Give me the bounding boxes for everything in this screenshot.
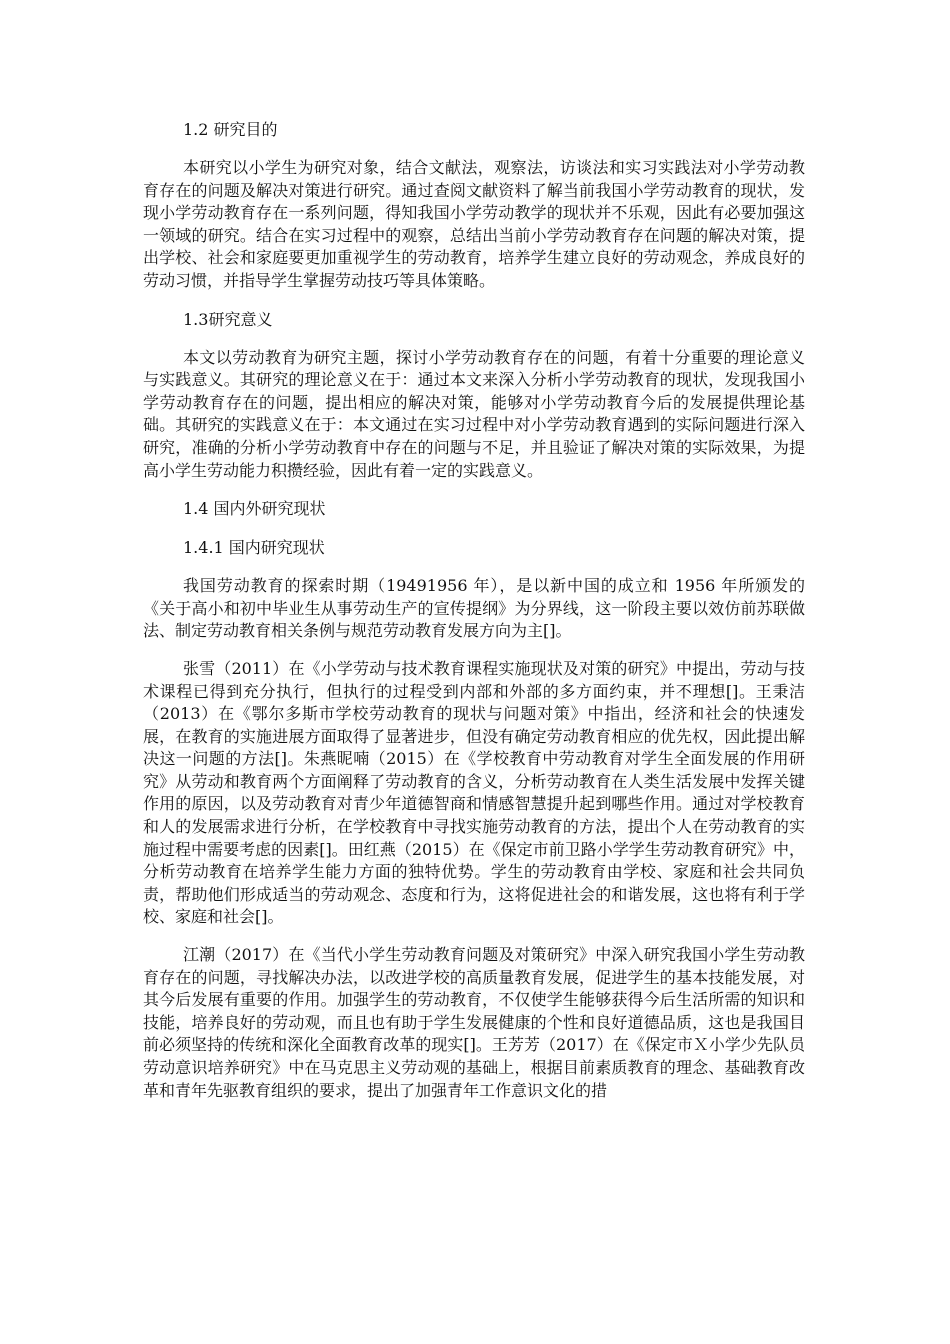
- section-heading-1-2: 1.2 研究目的: [183, 120, 278, 139]
- paragraph-literature-review-2: 江潮（2017）在《当代小学生劳动教育问题及对策研究》中深入研究我国小学生劳动教育存在的问题，寻找解决办法，以改进学校的高质量教育发展，促进学生的基本技能发展，对其今后发展有重要的作用。加强学生的劳动教育，不仅使学生能够获得今后生活所需的知识和技能，培养良好的劳动观，而且也有助于学生发展健康的个性和良好道德品质，这也是我国目前必须坚持的传统和深化全面教育改革的现实[]。王芳芳（2017）在《保定市Ｘ小学少先队员劳动意识培养研究》中在马克思主义劳动观的基础上，根据目前素质教育的理念、基础教育改革和青年先驱教育组织的要求，提出了加强青年工作意识文化的措: [143, 945, 805, 1100]
- section-heading-1-4-1: 1.4.1 国内研究现状: [183, 538, 325, 558]
- document-page: [143, 118, 805, 1102]
- paragraph-research-significance: 本文以劳动教育为研究主题，探讨小学劳动教育存在的问题，有着十分重要的理论意义与实践意义。其研究的理论意义在于：通过本文来深入分析小学劳动教育的现状，发现我国小学劳动教育存在的问题，提出相应的解决对策，能够对小学劳动教育今后的发展提供理论基础。其研究的实践意义在于：本文通过在实习过程中对小学劳动教育遇到的实际问题进行深入研究，准确的分析小学劳动教育中存在的问题与不足，并且验证了解决对策的实际效果，为提高小学生劳动能力积攒经验，因此有着一定的实践意义。: [143, 347, 805, 480]
- section-heading-1-3: 1.3研究意义: [183, 309, 273, 329]
- paragraph-literature-review-1: 张雪（2011）在《小学劳动与技术教育课程实施现状及对策的研究》中提出，劳动与技术课程已得到充分执行，但执行的过程受到内部和外部的多方面约束，并不理想[]。王秉洁（2013）在《鄂尔多斯市学校劳动教育的现状与问题对策》中指出，经济和社会的快速发展，在教育的实施进展方面取得了显著进步，但没有确定劳动教育相应的优先权，因此提出解决这一问题的方法[]。朱燕昵喃（2015）在《学校教育中劳动教育对学生全面发展的作用研究》从劳动和教育两个方面阐释了劳动教育的含义，分析劳动教育在人类生活发展中发挥关键作用的原因，以及劳动教育对青少年道德智商和情感智慧提升起到哪些作用。通过对学校教育和人的发展需求进行分析，在学校教育中寻找实施劳动教育的方法，提出个人在劳动教育的实施过程中需要考虑的因素[]。田红燕（2015）在《保定市前卫路小学学生劳动教育研究》中，分析劳动教育在培养学生能力方面的独特优势。学生的劳动教育由学校、家庭和社会共同负责，帮助他们形成适当的劳动观念、态度和行为，这将促进社会的和谐发展，这也将有利于学校、家庭和社会[]。: [143, 658, 805, 927]
- paragraph-research-purpose: 本研究以小学生为研究对象，结合文献法，观察法，访谈法和实习实践法对小学劳动教育存在的问题及解决对策进行研究。通过查阅文献资料了解当前我国小学劳动教育的现状，发现小学劳动教育存在一系列问题，得知我国小学劳动教学的现状并不乐观，因此有必要加强这一领域的研究。结合在实习过程中的观察，总结出当前小学劳动教育存在问题的解决对策，提出学校、社会和家庭要更加重视学生的劳动教育，培养学生建立良好的劳动观念，养成良好的劳动习惯，并指导学生掌握劳动技巧等具体策略。: [143, 158, 805, 290]
- paragraph-exploration-period: 我国劳动教育的探索时期（19491956 年），是以新中国的成立和 1956 年所颁发的《关于高小和初中毕业生从事劳动生产的宣传提纲》为分界线，这一阶段主要以效仿前苏联做法、制定劳动教育相关条例与规范劳动教育发展方向为主[]。: [143, 576, 805, 641]
- section-heading-1-4: 1.4 国内外研究现状: [183, 499, 326, 519]
